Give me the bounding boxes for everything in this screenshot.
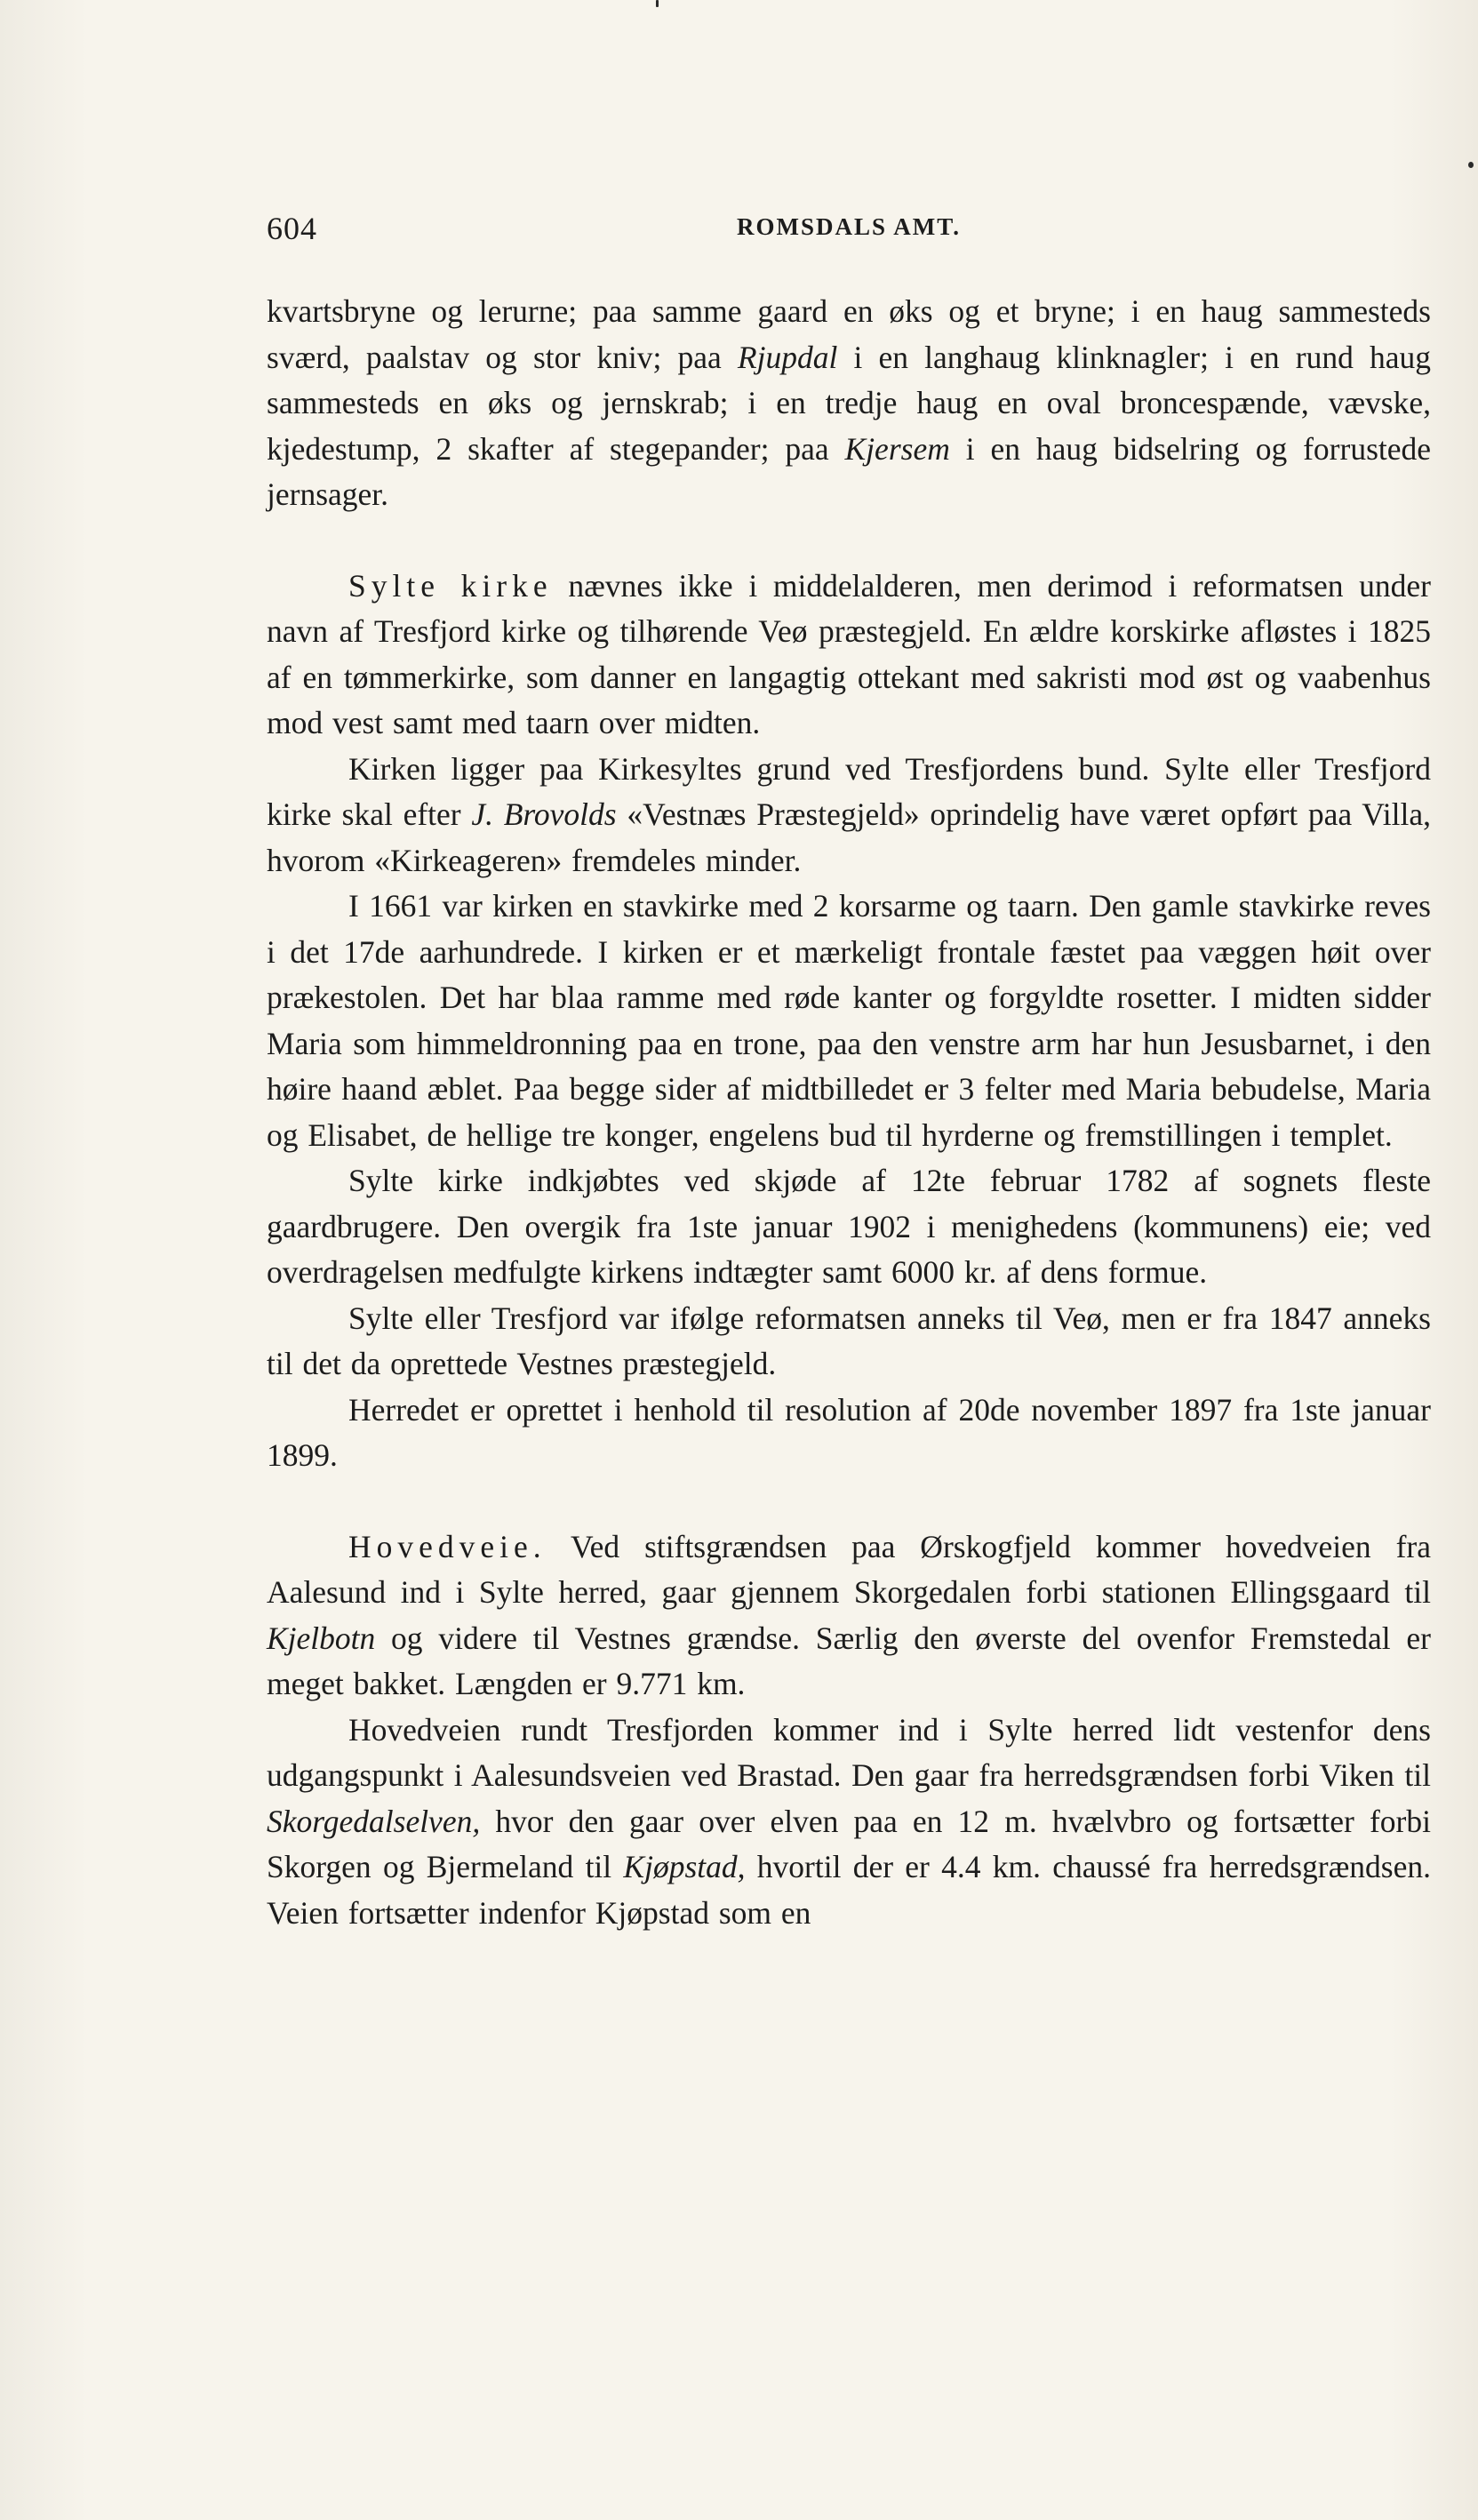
text-run: hvortil der er 4.4 km. chaussé fra herredsgrændsen. Veien fortsætter indenfor Kjøpstad som en: [267, 1849, 1431, 1931]
text-run: I 1661 var kirken en stavkirke med 2 korsarme og taarn. Den gamle stavkirke reves i det 17de aarhundrede. I kirken er et mærkeligt frontale fæstet paa væggen høit over prækestolen. Det har blaa ramme med røde kanter og forgyldte rosetter. I midten sidder Maria som himmeldronning paa en trone, paa den venstre arm har hun Jesusbarnet, i den høire haand æblet. Paa begge sider af midtbilledet er 3 felter med Maria bebudelse, Maria og Elisabet, de hellige tre konger, engelens bud til hyrderne og fremstillingen i templet.: [267, 888, 1431, 1153]
text-run: Sylte kirke indkjøbtes ved skjøde af 12te februar 1782 af sognets fleste gaardbrugere. Den overgik fra 1ste januar 1902 i menighedens (kommunens) eie; ved overdragelsen medfulgte kirkens indtægter samt 6000 kr. af dens formue.: [267, 1163, 1431, 1290]
text-run: kvartsbryne og lerurne; paa samme gaard en øks og et bryne; i en haug sammesteds sværd, paalstav og stor kniv; paa: [267, 293, 1431, 375]
text-run: Kirken ligger paa Kirkesyltes grund ved Tresfjordens bund. Sylte eller Tresfjord kirke skal efter: [267, 750, 1431, 832]
text-run: og videre til Vestnes grændse. Særlig den øverste del ovenfor Fremstedal er meget bakket. Længden er 9.771 km.: [267, 1620, 1431, 1701]
spaced-heading: Hovedveie.: [348, 1528, 547, 1564]
paragraph: [267, 1296, 1431, 1388]
italic-name: Kjersem: [844, 430, 950, 467]
text-run: nævnes ikke i middelalderen, men derimod i reformatsen under navn af Tresfjord kirke og tilhørende Veø præstegjeld. En ældre korskirke afløstes i 1825 af en tømmerkirke, som danner en langagtig ottekant med sakristi mod øst og vaabenhus mod vest samt med taarn over midten.: [267, 567, 1431, 740]
text-run: i en haug bidselring og forrustede jernsager.: [267, 430, 1432, 512]
paragraph: [267, 884, 1431, 1158]
paragraph: [267, 289, 1431, 518]
body-text: [267, 289, 1431, 1936]
paragraph: [267, 1524, 1431, 1708]
paragraph: [267, 1708, 1431, 1937]
paragraph: [267, 564, 1431, 747]
italic-name: J. Brovolds: [471, 796, 617, 832]
text-run: Ved stiftsgrændsen paa Ørskogfjeld kommer hovedveien fra Aalesund ind i Sylte herred, gaar gjennem Skorgedalen forbi stationen Ellingsgaard til: [267, 1528, 1431, 1610]
italic-name: Skorgedalselven,: [267, 1803, 481, 1839]
italic-name: Kjelbotn: [267, 1620, 376, 1656]
paragraph-gap: [267, 518, 1431, 564]
text-run: hvor den gaar over elven paa en 12 m. hvælvbro og fortsætter forbi Skorgen og Bjermeland til: [267, 1803, 1431, 1884]
running-title: ROMSDALS AMT.: [736, 213, 962, 240]
italic-name: Kjøpstad,: [623, 1849, 746, 1884]
ink-speck: [1468, 162, 1474, 168]
text-run: «Vestnæs Præstegjeld» oprindelig have været opført paa Villa, hvorom «Kirkeageren» fremdeles minder.: [267, 796, 1431, 878]
ink-speck: [656, 0, 659, 7]
text-run: Herredet er oprettet i henhold til resolution af 20de november 1897 fra 1ste januar 1899.: [267, 1391, 1431, 1473]
text-run: Hovedveien rundt Tresfjorden kommer ind i Sylte herred lidt vestenfor dens udgangspunkt i Aalesundsveien ved Brastad. Den gaar fra herredsgrændsen forbi Viken til: [267, 1711, 1431, 1793]
paragraph: [267, 1388, 1431, 1479]
paragraph: [267, 747, 1431, 884]
spaced-heading: Sylte kirke: [348, 567, 553, 604]
text-run: i en langhaug klinknagler; i en rund haug sammesteds en øks og jernskrab; i en tredje haug en oval broncespænde, vævske, kjedestump, 2 skafter af stegepander; paa: [267, 339, 1431, 467]
text-run: Sylte eller Tresfjord var ifølge reformatsen anneks til Veø, men er fra 1847 anneks til det da oprettede Vestnes præstegjeld.: [267, 1300, 1431, 1381]
italic-name: Rjupdal: [737, 339, 838, 375]
page-header: [267, 210, 1431, 254]
paragraph: [267, 1158, 1431, 1296]
page-number: 604: [267, 211, 317, 246]
paragraph-gap: [267, 1479, 1431, 1524]
